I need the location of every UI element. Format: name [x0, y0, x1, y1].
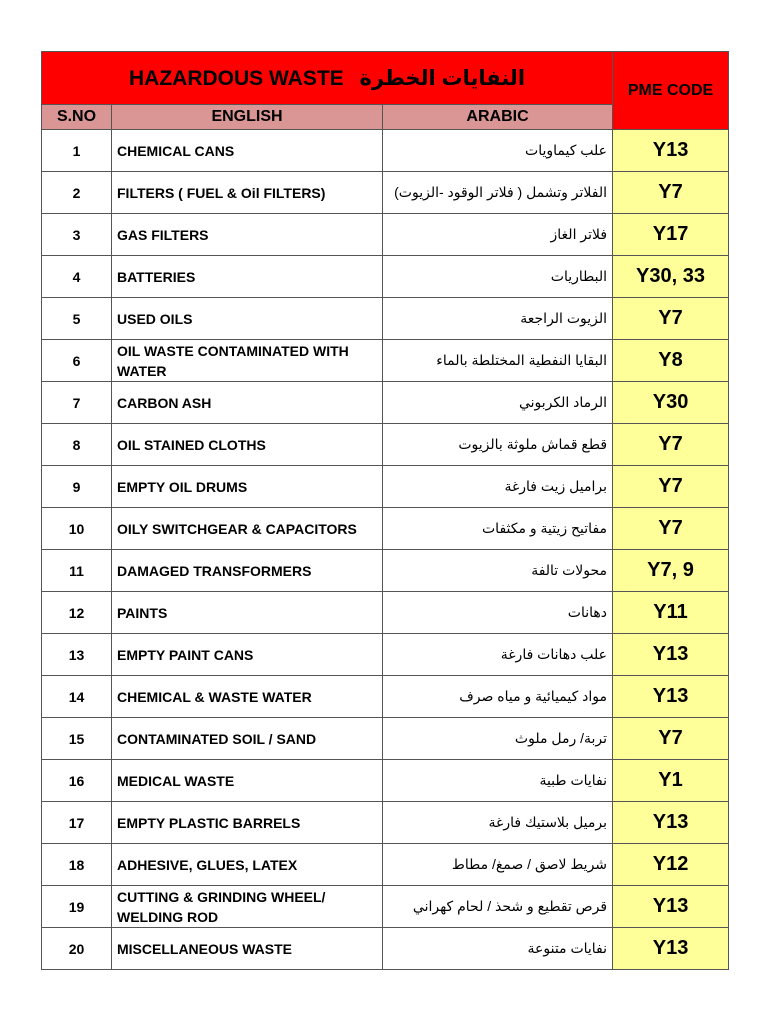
- pme-code-cell: Y13: [613, 928, 729, 970]
- english-name-cell: ADHESIVE, GLUES, LATEX: [112, 844, 383, 886]
- serial-number-cell: 5: [42, 298, 112, 340]
- table-row: [42, 214, 729, 256]
- table-row: [42, 592, 729, 634]
- pme-code-cell: Y1: [613, 760, 729, 802]
- table-row: [42, 760, 729, 802]
- table-row: [42, 508, 729, 550]
- pme-code-cell: Y11: [613, 592, 729, 634]
- pme-code-cell: Y7: [613, 424, 729, 466]
- serial-number-cell: 2: [42, 172, 112, 214]
- english-name-cell: OIL STAINED CLOTHS: [112, 424, 383, 466]
- arabic-name-cell: فلاتر الغاز: [383, 214, 613, 256]
- table-row: [42, 130, 729, 172]
- serial-number-cell: 6: [42, 340, 112, 382]
- pme-code-cell: Y7: [613, 508, 729, 550]
- arabic-name-cell: قرص تقطيع و شحذ / لحام كهراني: [383, 886, 613, 928]
- pme-code-cell: Y13: [613, 130, 729, 172]
- title-row: [42, 52, 729, 105]
- serial-number-cell: 1: [42, 130, 112, 172]
- arabic-name-cell: تربة/ رمل ملوث: [383, 718, 613, 760]
- pme-code-cell: Y8: [613, 340, 729, 382]
- english-column-header: ENGLISH: [112, 105, 383, 130]
- table-row: [42, 382, 729, 424]
- serial-number-cell: 9: [42, 466, 112, 508]
- english-name-cell: GAS FILTERS: [112, 214, 383, 256]
- serial-number-cell: 15: [42, 718, 112, 760]
- pme-code-cell: Y17: [613, 214, 729, 256]
- serial-number-cell: 11: [42, 550, 112, 592]
- table-row: [42, 172, 729, 214]
- serial-number-cell: 8: [42, 424, 112, 466]
- title-arabic: النفايات الخطرة: [359, 66, 526, 90]
- english-name-cell: CHEMICAL & WASTE WATER: [112, 676, 383, 718]
- pme-code-cell: Y7: [613, 172, 729, 214]
- english-name-cell: BATTERIES: [112, 256, 383, 298]
- pme-code-cell: Y7: [613, 466, 729, 508]
- table-row: [42, 340, 729, 382]
- arabic-name-cell: مفاتيح زيتية و مكثفات: [383, 508, 613, 550]
- arabic-name-cell: مواد كيميائية و مياه صرف: [383, 676, 613, 718]
- table-row: [42, 676, 729, 718]
- pme-code-header: PME CODE: [613, 52, 729, 130]
- english-name-cell: EMPTY PLASTIC BARRELS: [112, 802, 383, 844]
- pme-code-cell: Y7: [613, 718, 729, 760]
- arabic-name-cell: نفايات طبية: [383, 760, 613, 802]
- arabic-name-cell: براميل زيت فارغة: [383, 466, 613, 508]
- hazardous-waste-table: [41, 51, 729, 970]
- arabic-name-cell: قطع قماش ملوثة بالزيوت: [383, 424, 613, 466]
- serial-number-cell: 18: [42, 844, 112, 886]
- english-name-cell: FILTERS ( FUEL & Oil FILTERS): [112, 172, 383, 214]
- arabic-name-cell: البطاريات: [383, 256, 613, 298]
- english-name-cell: CONTAMINATED SOIL / SAND: [112, 718, 383, 760]
- table-row: [42, 256, 729, 298]
- pme-code-cell: Y13: [613, 634, 729, 676]
- english-name-cell: DAMAGED TRANSFORMERS: [112, 550, 383, 592]
- serial-number-cell: 13: [42, 634, 112, 676]
- serial-number-cell: 3: [42, 214, 112, 256]
- table-row: [42, 844, 729, 886]
- arabic-name-cell: الرماد الكربوني: [383, 382, 613, 424]
- table-row: [42, 928, 729, 970]
- pme-code-cell: Y13: [613, 802, 729, 844]
- english-name-cell: EMPTY OIL DRUMS: [112, 466, 383, 508]
- arabic-name-cell: شريط لاصق / صمغ/ مطاط: [383, 844, 613, 886]
- arabic-name-cell: الفلاتر وتشمل ( فلاتر الوقود -الزيوت): [383, 172, 613, 214]
- serial-number-cell: 10: [42, 508, 112, 550]
- english-name-cell: CUTTING & GRINDING WHEEL/ WELDING ROD: [112, 886, 383, 928]
- english-name-cell: MEDICAL WASTE: [112, 760, 383, 802]
- english-name-cell: OIL WASTE CONTAMINATED WITH WATER: [112, 340, 383, 382]
- table-row: [42, 466, 729, 508]
- pme-code-cell: Y7, 9: [613, 550, 729, 592]
- english-name-cell: PAINTS: [112, 592, 383, 634]
- english-name-cell: CHEMICAL CANS: [112, 130, 383, 172]
- english-name-cell: MISCELLANEOUS WASTE: [112, 928, 383, 970]
- title-english: HAZARDOUS WASTE: [129, 66, 344, 90]
- table-row: [42, 718, 729, 760]
- pme-code-cell: Y30: [613, 382, 729, 424]
- arabic-name-cell: محولات تالفة: [383, 550, 613, 592]
- table-row: [42, 802, 729, 844]
- arabic-name-cell: برميل بلاستيك فارغة: [383, 802, 613, 844]
- serial-number-cell: 7: [42, 382, 112, 424]
- table-row: [42, 634, 729, 676]
- pme-code-cell: Y7: [613, 298, 729, 340]
- pme-code-cell: Y13: [613, 676, 729, 718]
- serial-number-cell: 4: [42, 256, 112, 298]
- serial-number-cell: 19: [42, 886, 112, 928]
- sno-column-header: S.NO: [42, 105, 112, 130]
- serial-number-cell: 12: [42, 592, 112, 634]
- serial-number-cell: 17: [42, 802, 112, 844]
- arabic-name-cell: علب دهانات فارغة: [383, 634, 613, 676]
- pme-code-cell: Y12: [613, 844, 729, 886]
- english-name-cell: USED OILS: [112, 298, 383, 340]
- table-title: [42, 52, 613, 105]
- pme-code-cell: Y30, 33: [613, 256, 729, 298]
- table-row: [42, 424, 729, 466]
- serial-number-cell: 14: [42, 676, 112, 718]
- english-name-cell: EMPTY PAINT CANS: [112, 634, 383, 676]
- arabic-name-cell: البقايا النفطية المختلطة بالماء: [383, 340, 613, 382]
- arabic-name-cell: دهانات: [383, 592, 613, 634]
- serial-number-cell: 20: [42, 928, 112, 970]
- pme-code-cell: Y13: [613, 886, 729, 928]
- english-name-cell: OILY SWITCHGEAR & CAPACITORS: [112, 508, 383, 550]
- arabic-name-cell: علب كيماويات: [383, 130, 613, 172]
- english-name-cell: CARBON ASH: [112, 382, 383, 424]
- arabic-name-cell: الزيوت الراجعة: [383, 298, 613, 340]
- table-row: [42, 886, 729, 928]
- arabic-column-header: ARABIC: [383, 105, 613, 130]
- serial-number-cell: 16: [42, 760, 112, 802]
- table-row: [42, 550, 729, 592]
- table-row: [42, 298, 729, 340]
- arabic-name-cell: نفايات متنوعة: [383, 928, 613, 970]
